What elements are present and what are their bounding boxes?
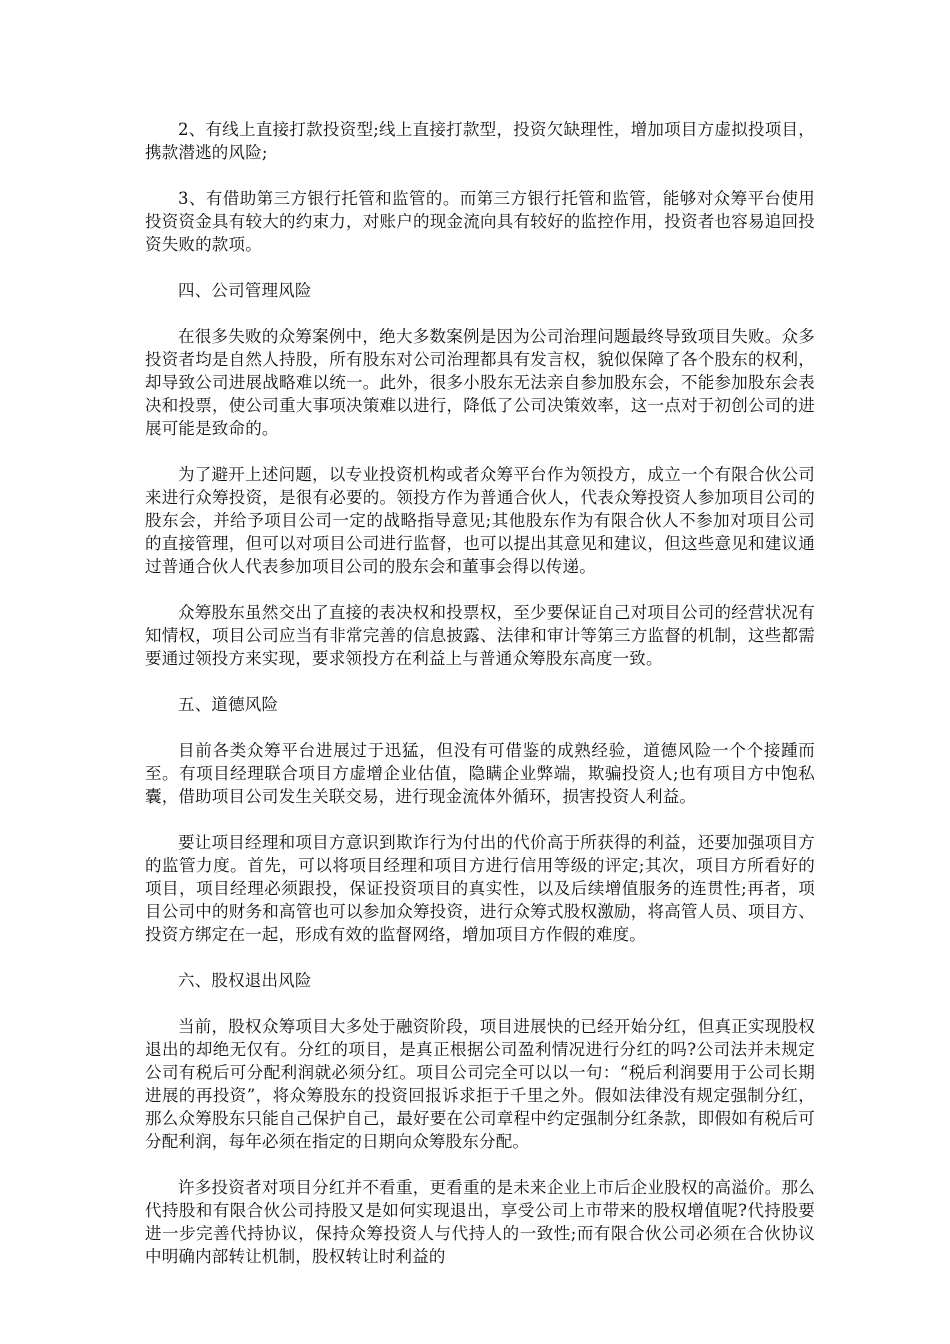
paragraph-gap [145,440,815,463]
paragraph-shareholder-rights: 众筹股东虽然交出了直接的表决权和投票权，至少要保证自己对项目公司的经营状况有知情权，项目公司应当有非常完善的信息披露、法律和审计等第三方监督的机制，这些都需要通过领投方来实现，要求领投方在利益上与普通众筹股东高度一致。 [145,603,815,668]
paragraph-moral-hazard: 目前各类众筹平台进展过于迅猛，但没有可借鉴的成熟经验，道德风险一个个接踵而至。有项目经理联合项目方虚增企业估值，隐瞒企业弊端，欺骗投资人;也有项目方中饱私囊，借助项目公司发生关联交易，进行现金流体外循环，损害投资人利益。 [145,741,815,806]
paragraph-gap [145,578,815,601]
paragraph-gap [145,992,815,1015]
section-heading-management-risk: 四、公司管理风险 [178,281,312,300]
paragraph-supervision: 要让项目经理和项目方意识到欺诈行为付出的代价高于所获得的利益，还要加强项目方的监管力度。首先，可以将项目经理和项目方进行信用等级的评定;其次，项目方所看好的项目，项目经理必须跟投，保证投资项目的真实性，以及后续增值服务的连贯性;再者，项目公司中的财务和高管也可以参加众筹投资，进行众筹式股权激励，将高管人员、项目方、投资方绑定在一起，形成有效的监督网络，增加项目方作假的难度。 [145,833,815,944]
section-heading-moral-risk: 五、道德风险 [178,695,279,714]
paragraph-gap [145,670,815,693]
paragraph-equity-exit: 许多投资者对项目分红并不看重，更看重的是未来企业上市后企业股权的高溢价。那么代持股和有限合伙公司持股又是如何实现退出，享受公司上市带来的股权增值呢?代持股要进一步完善代持协议，保持众筹投资人与代持人的一致性;而有限合伙公司必须在合伙协议中明确内部转让机制，股权转让时利益的 [145,1178,815,1266]
paragraph-third-party-custody: 3、有借助第三方银行托管和监管的。而第三方银行托管和监管，能够对众筹平台使用投资资金具有较大的约束力，对账户的现金流向具有较好的监控作用，投资者也容易追回投资失败的款项。 [145,189,815,254]
paragraph-gap [145,1153,815,1176]
paragraph-governance-failure: 在很多失败的众筹案例中，绝大多数案例是因为公司治理问题最终导致项目失败。众多投资者均是自然人持股，所有股东对公司治理都具有发言权，貌似保障了各个股东的权利，却导致公司进展战略难以统一。此外，很多小股东无法亲自参加股东会，不能参加股东会表决和投票，使公司重大事项决策难以进行，降低了公司决策效率，这一点对于初创公司的进展可能是致命的。 [145,327,815,438]
paragraph-gap [145,302,815,325]
document-body [145,118,815,1268]
paragraph-lead-investor: 为了避开上述问题，以专业投资机构或者众筹平台作为领投方，成立一个有限合伙公司来进行众筹投资，是很有必要的。领投方作为普通合伙人，代表众筹投资人参加项目公司的股东会，并给予项目公司一定的战略指导意见;其他股东作为有限合伙人不参加对项目公司的直接管理，但可以对项目公司进行监督，也可以提出其意见和建议，但这些意见和建议通过普通合伙人代表参加项目公司的股东会和董事会得以传递。 [145,465,815,576]
paragraph-online-payment: 2、有线上直接打款投资型;线上直接打款型，投资欠缺理性，增加项目方虚拟投项目，携款潜逃的风险; [145,120,815,162]
paragraph-gap [145,164,815,187]
paragraph-gap [145,946,815,969]
paragraph-gap [145,808,815,831]
paragraph-dividends: 当前，股权众筹项目大多处于融资阶段，项目进展快的已经开始分红，但真正实现股权退出的却绝无仅有。分红的项目，是真正根据公司盈利情况进行分红的吗?公司法并未规定公司有税后可分配利润就必须分红。项目公司完全可以以一句：“税后利润要用于公司长期进展的再投资”，将众筹股东的投资回报诉求拒于千里之外。假如法律没有规定强制分红，那么众筹股东只能自己保护自己，最好要在公司章程中约定强制分红条款，即假如有税后可分配利润，每年必须在指定的日期向众筹股东分配。 [145,1017,815,1151]
paragraph-gap [145,716,815,739]
section-heading-exit-risk: 六、股权退出风险 [178,971,312,990]
paragraph-gap [145,256,815,279]
